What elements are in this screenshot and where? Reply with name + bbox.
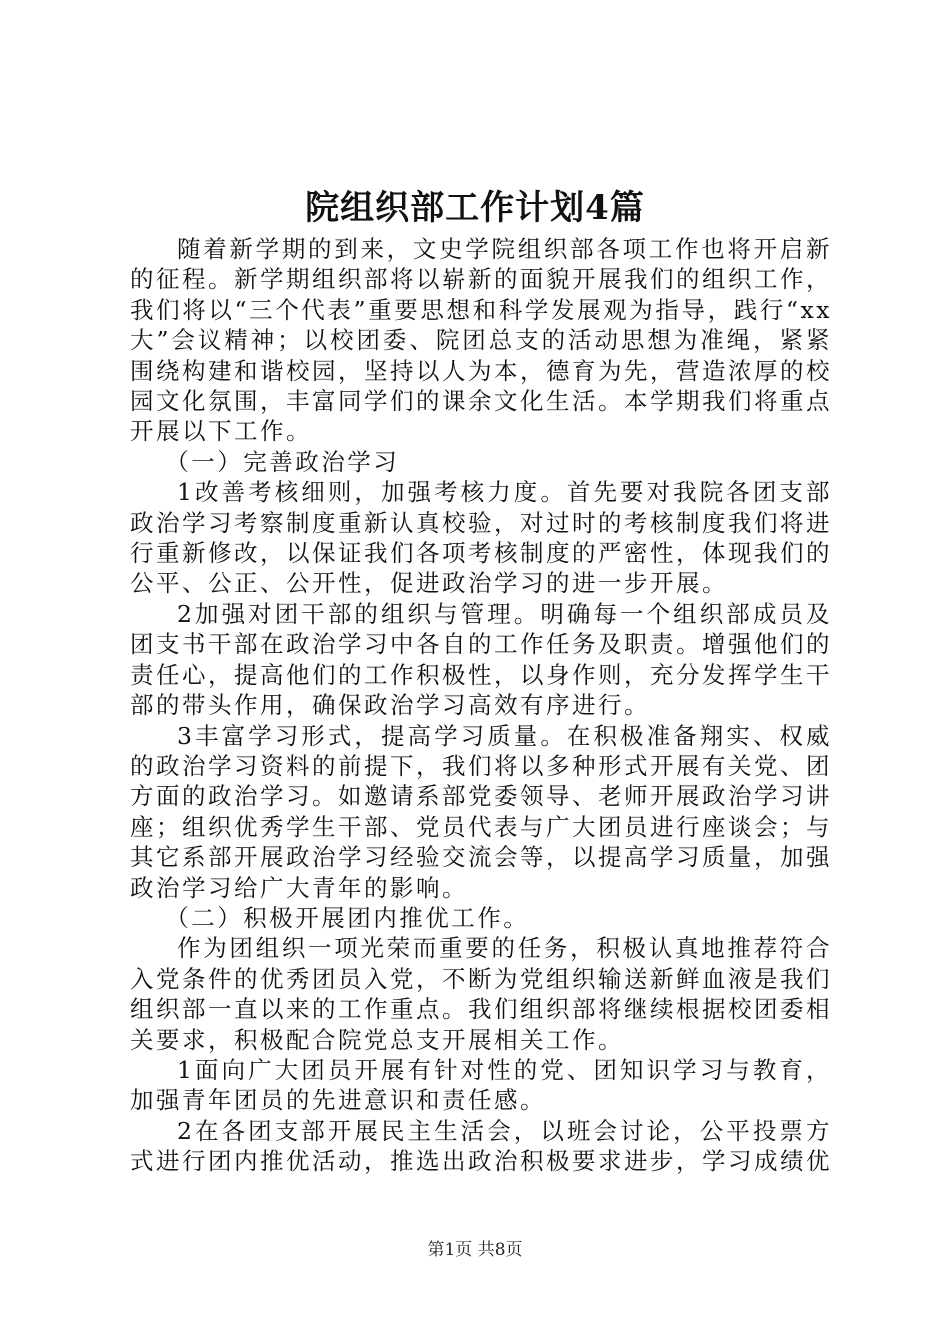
- intro-paragraph: 随着新学期的到来，文史学院组织部各项工作也将开启新的征程。新学期组织部将以崭新的面貌开展我们的组织工作，我们将以“三个代表”重要思想和科学发展观为指导，践行“xx大”会议精神；以校团委、院团总支的活动思想为准绳，紧紧围绕构建和谐校园，坚持以人为本，德育为先，营造浓厚的校园文化氛围，丰富同学们的课余文化生活。本学期我们将重点开展以下工作。: [130, 235, 832, 446]
- section1-item-2: 2加强对团干部的组织与管理。明确每一个组织部成员及团支书干部在政治学习中各自的工作任务及职责。增强他们的责任心，提高他们的工作积极性，以身作则，充分发挥学生干部的带头作用，确保政治学习高效有序进行。: [130, 599, 832, 720]
- section2-item-2: 2在各团支部开展民主生活会，以班会讨论，公平投票方式进行团内推优活动，推选出政治积极要求进步，学习成绩优: [130, 1116, 832, 1176]
- section1-item-3: 3丰富学习形式，提高学习质量。在积极准备翔实、权威的政治学习资料的前提下，我们将以多种形式开展有关党、团方面的政治学习。如邀请系部党委领导、老师开展政治学习讲座；组织优秀学生干部、党员代表与广大团员进行座谈会；与其它系部开展政治学习经验交流会等，以提高学习质量，加强政治学习给广大青年的影响。: [130, 721, 832, 902]
- section2-intro-paragraph: 作为团组织一项光荣而重要的任务，积极认真地推荐符合入党条件的优秀团员入党，不断为党组织输送新鲜血液是我们组织部一直以来的工作重点。我们组织部将继续根据校团委相关要求，积极配合院党总支开展相关工作。: [130, 934, 832, 1054]
- document-title: 院组织部工作计划4篇: [305, 188, 645, 228]
- page-number: 第1页 共8页: [427, 1240, 523, 1260]
- section2-item-1: 1面向广大团员开展有针对性的党、团知识学习与教育，加强青年团员的先进意识和责任感。: [130, 1055, 832, 1115]
- section-heading-1: （一）完善政治学习: [165, 447, 400, 476]
- document-body: [130, 234, 832, 1177]
- section-heading-2: （二）积极开展团内推优工作。: [165, 903, 530, 932]
- page-footer: [0, 1238, 950, 1262]
- section1-item-1: 1改善考核细则，加强考核力度。首先要对我院各团支部政治学习考察制度重新认真校验，对过时的考核制度我们将进行重新修改，以保证我们各项考核制度的严密性，体现我们的公平、公正、公开性，促进政治学习的进一步开展。: [130, 478, 832, 598]
